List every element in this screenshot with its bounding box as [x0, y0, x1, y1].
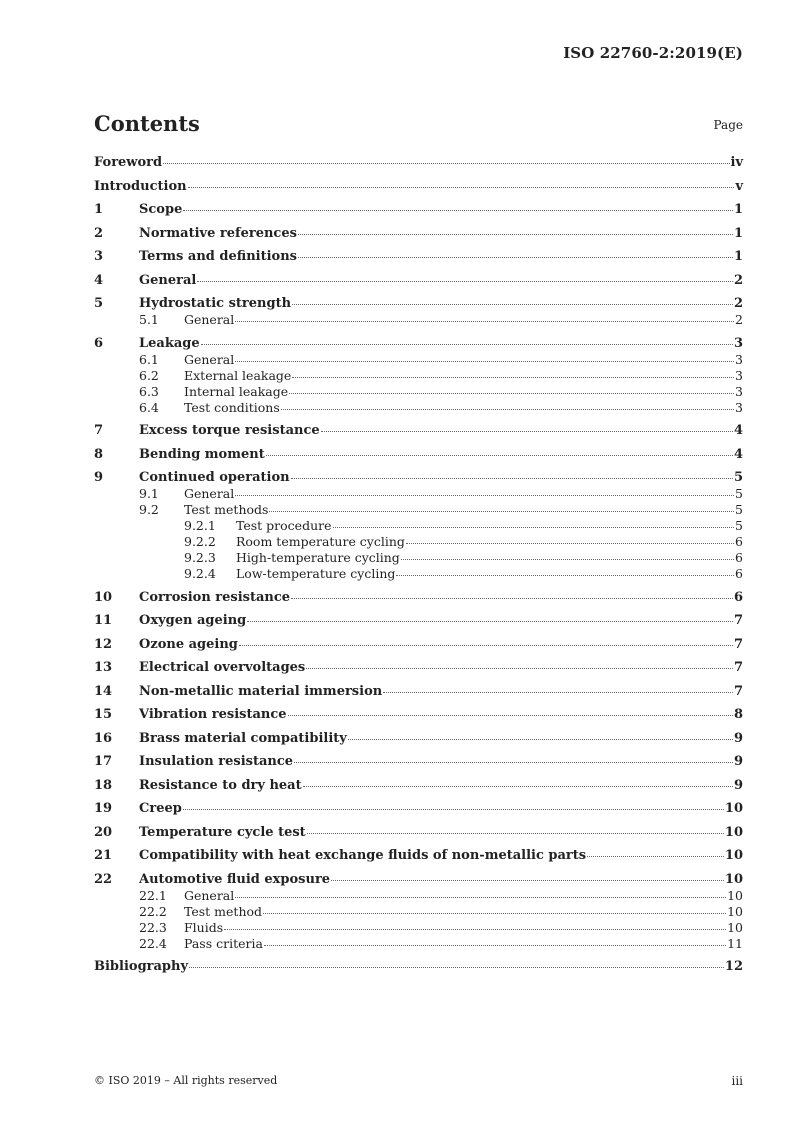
dot-leader: [183, 210, 733, 211]
toc-entry[interactable]: [94, 155, 743, 171]
toc-entry-page: 2: [733, 272, 743, 288]
toc-entry-page: 2: [735, 312, 743, 327]
toc-entry-number: 11: [94, 613, 113, 628]
dot-leader: [201, 344, 733, 345]
toc-entry-title: Internal leakage: [184, 383, 289, 399]
toc-entry[interactable]: [94, 613, 743, 629]
copyright-notice: © ISO 2019 – All rights reserved: [94, 1074, 278, 1087]
toc-entry-title: Ozone ageing: [139, 636, 238, 652]
toc-entry-title: Compatibility with heat exchange fluids of non-metallic parts: [139, 848, 587, 863]
dot-leader: [306, 668, 733, 669]
toc-entry-number: 9.2.3: [184, 550, 216, 565]
toc-entry-page: 9: [733, 754, 743, 769]
toc-entry-page: 1: [733, 202, 743, 217]
toc-entry-number: 6.4: [139, 399, 159, 415]
toc-entry-number: 6.1: [139, 351, 159, 367]
toc-entry-page: 10: [727, 919, 743, 935]
toc-entry-title: Test procedure: [236, 518, 332, 533]
toc-entry[interactable]: [94, 486, 743, 502]
toc-entry[interactable]: [94, 336, 743, 352]
toc-entry-number: 10: [94, 589, 113, 605]
toc-entry-number: 15: [94, 707, 113, 722]
toc-entry-page: 5: [735, 518, 743, 533]
toc-entry[interactable]: [94, 684, 743, 700]
toc-entry-title: Bibliography: [94, 959, 189, 974]
toc-entry-title: Scope: [139, 202, 183, 217]
toc-entry-title: Non-metallic material immersion: [139, 683, 383, 699]
toc-entry-page: 10: [724, 848, 743, 863]
toc-entry-page: 6: [733, 589, 743, 605]
toc-entry-page: 4: [733, 423, 743, 438]
toc-entry-number: 14: [94, 683, 113, 699]
dot-leader: [183, 809, 724, 810]
toc-entry[interactable]: [94, 888, 743, 904]
toc-entry[interactable]: [94, 959, 743, 975]
toc-entry[interactable]: [94, 518, 743, 534]
toc-entry-title: Room temperature cycling: [236, 534, 405, 549]
toc-entry-page: v: [735, 178, 743, 194]
toc-entry-title: Test methods: [184, 502, 269, 517]
toc-entry-title: Terms and definitions: [139, 249, 297, 264]
toc-entry-page: 6: [735, 566, 743, 581]
toc-entry-title: Brass material compatibility: [139, 730, 347, 746]
toc-entry-page: 3: [733, 335, 743, 351]
toc-entry[interactable]: [94, 470, 743, 486]
toc-entry-title: Excess torque resistance: [139, 423, 320, 438]
dot-leader: [288, 715, 733, 716]
toc-entry-number: 17: [94, 754, 113, 769]
toc-entry[interactable]: [94, 312, 743, 328]
page-column-label: Page: [713, 118, 743, 132]
dot-leader: [303, 786, 733, 787]
dot-leader: [321, 431, 733, 432]
toc-entry[interactable]: [94, 352, 743, 368]
toc-entry-title: General: [184, 486, 235, 501]
dot-leader: [163, 163, 729, 164]
toc-entry-number: 5: [94, 296, 104, 311]
toc-entry-title: Fluids: [184, 919, 224, 935]
toc-entry[interactable]: [94, 296, 743, 312]
dot-leader: [587, 856, 724, 857]
toc-entry[interactable]: [94, 566, 743, 582]
toc-entry[interactable]: [94, 754, 743, 770]
toc-entry-page: 3: [735, 399, 743, 415]
toc-entry-title: High-temperature cycling: [236, 550, 400, 565]
toc-entry-number: 4: [94, 272, 104, 288]
dot-leader: [401, 559, 734, 560]
dot-leader: [188, 187, 735, 188]
toc-entry[interactable]: [94, 226, 743, 242]
toc-entry-title: Insulation resistance: [139, 754, 294, 769]
toc-entry-number: 9.1: [139, 486, 159, 501]
toc-entry[interactable]: [94, 872, 743, 888]
toc-entry[interactable]: [94, 825, 743, 841]
toc-entry-page: 10: [727, 903, 743, 919]
toc-entry-page: 9: [733, 730, 743, 746]
toc-entry-number: 22: [94, 871, 113, 887]
dot-leader: [383, 692, 733, 693]
toc-entry-title: Automotive fluid exposure: [139, 871, 331, 887]
dot-leader: [235, 897, 726, 898]
toc-entry-page: 6: [735, 534, 743, 549]
dot-leader: [266, 455, 733, 456]
dot-leader: [239, 645, 733, 646]
toc-entry-title: Normative references: [139, 225, 297, 241]
toc-entry[interactable]: [94, 590, 743, 606]
toc-entry-page: 7: [733, 636, 743, 652]
toc-entry-title: Oxygen ageing: [139, 613, 247, 628]
toc-entry-page: 1: [733, 225, 743, 241]
toc-entry-page: 9: [733, 777, 743, 793]
toc-entry-page: 6: [735, 550, 743, 565]
toc-entry[interactable]: [94, 801, 743, 817]
dot-leader: [281, 409, 734, 410]
toc-entry-number: 18: [94, 777, 113, 793]
dot-leader: [247, 621, 733, 622]
toc-entry-number: 1: [94, 202, 104, 217]
toc-entry-number: 9: [94, 470, 104, 485]
toc-entry[interactable]: [94, 707, 743, 723]
dot-leader: [298, 234, 733, 235]
toc-entry-number: 22.4: [139, 935, 167, 951]
toc-entry-title: Low-temperature cycling: [236, 566, 396, 581]
toc-entry[interactable]: [94, 202, 743, 218]
toc-entry[interactable]: [94, 249, 743, 265]
toc-entry-title: Test method: [184, 903, 263, 919]
toc-entry-title: Corrosion resistance: [139, 589, 291, 605]
toc-entry[interactable]: [94, 384, 743, 400]
toc-entry-number: 3: [94, 249, 104, 264]
toc-entry-number: 7: [94, 423, 104, 438]
toc-entry-page: 7: [733, 660, 743, 675]
toc-entry[interactable]: [94, 660, 743, 676]
toc-entry-number: 13: [94, 660, 113, 675]
toc-entry-page: 3: [735, 383, 743, 399]
dot-leader: [292, 377, 734, 378]
toc-entry-number: 19: [94, 801, 113, 816]
dot-leader: [331, 880, 724, 881]
toc-entry-page: 7: [733, 613, 743, 628]
dot-leader: [224, 929, 726, 930]
dot-leader: [294, 762, 733, 763]
table-of-contents: [94, 155, 743, 975]
toc-entry-number: 5.1: [139, 312, 159, 327]
toc-entry-title: Pass criteria: [184, 935, 263, 951]
toc-entry[interactable]: [94, 400, 743, 416]
toc-entry-page: 2: [733, 296, 743, 311]
toc-entry-title: Introduction: [94, 178, 187, 194]
toc-entry-number: 9.2.2: [184, 534, 216, 549]
toc-entry-page: 11: [727, 935, 743, 951]
toc-entry[interactable]: [94, 423, 743, 439]
toc-entry-title: External leakage: [184, 367, 292, 383]
toc-entry-page: 5: [735, 486, 743, 501]
contents-title: Contents: [94, 111, 200, 136]
toc-entry-title: Hydrostatic strength: [139, 296, 292, 311]
toc-entry-title: Resistance to dry heat: [139, 777, 302, 793]
toc-entry-page: 7: [733, 683, 743, 699]
toc-entry-page: 3: [735, 351, 743, 367]
toc-entry-number: 12: [94, 636, 113, 652]
toc-entry[interactable]: [94, 904, 743, 920]
dot-leader: [333, 527, 735, 528]
dot-leader: [189, 967, 724, 968]
toc-entry-title: General: [184, 312, 235, 327]
toc-entry-title: Leakage: [139, 335, 200, 351]
dot-leader: [263, 913, 726, 914]
toc-entry[interactable]: [94, 936, 743, 952]
toc-entry-number: 6: [94, 335, 104, 351]
toc-entry[interactable]: [94, 273, 743, 289]
toc-entry[interactable]: [94, 848, 743, 864]
dot-leader: [235, 361, 734, 362]
dot-leader: [289, 393, 734, 394]
toc-entry[interactable]: [94, 778, 743, 794]
dot-leader: [235, 495, 734, 496]
toc-entry-page: 10: [724, 801, 743, 816]
toc-entry-page: 10: [727, 887, 743, 903]
toc-entry[interactable]: [94, 731, 743, 747]
toc-entry-number: 16: [94, 730, 113, 746]
toc-entry-number: 6.2: [139, 367, 159, 383]
toc-entry[interactable]: [94, 637, 743, 653]
toc-entry-title: Temperature cycle test: [139, 824, 306, 840]
toc-entry-page: 5: [733, 470, 743, 485]
dot-leader: [269, 511, 734, 512]
dot-leader: [291, 598, 733, 599]
toc-entry[interactable]: [94, 550, 743, 566]
toc-entry-title: General: [184, 351, 235, 367]
dot-leader: [396, 575, 734, 576]
toc-entry-number: 8: [94, 446, 104, 462]
toc-entry[interactable]: [94, 447, 743, 463]
toc-entry-title: General: [139, 272, 197, 288]
toc-entry-title: Bending moment: [139, 446, 265, 462]
dot-leader: [292, 304, 733, 305]
toc-entry-title: Electrical overvoltages: [139, 660, 306, 675]
toc-entry-number: 22.3: [139, 919, 167, 935]
toc-entry-number: 2: [94, 225, 104, 241]
toc-entry-title: Creep: [139, 801, 182, 816]
toc-entry-number: 20: [94, 824, 113, 840]
dot-leader: [291, 478, 733, 479]
toc-entry-number: 9.2.4: [184, 566, 216, 581]
toc-entry-number: 9.2: [139, 502, 159, 517]
toc-entry-number: 22.1: [139, 887, 167, 903]
page-number: iii: [731, 1074, 743, 1088]
dot-leader: [197, 281, 733, 282]
toc-entry-page: 1: [733, 249, 743, 264]
toc-entry-title: Continued operation: [139, 470, 290, 485]
toc-entry-title: Foreword: [94, 155, 163, 170]
toc-entry-number: 21: [94, 848, 113, 863]
toc-entry-page: 5: [735, 502, 743, 517]
toc-entry[interactable]: [94, 920, 743, 936]
toc-entry[interactable]: [94, 534, 743, 550]
toc-entry-page: iv: [730, 155, 743, 170]
toc-entry[interactable]: [94, 368, 743, 384]
toc-entry-page: 3: [735, 367, 743, 383]
toc-entry[interactable]: [94, 179, 743, 195]
toc-entry-page: 8: [733, 707, 743, 722]
toc-entry-page: 10: [724, 824, 743, 840]
document-id: ISO 22760-2:2019(E): [563, 44, 743, 62]
toc-entry-page: 12: [724, 959, 743, 974]
toc-entry-page: 10: [724, 871, 743, 887]
dot-leader: [235, 321, 734, 322]
toc-entry-title: Vibration resistance: [139, 707, 287, 722]
dot-leader: [307, 833, 724, 834]
toc-entry-title: Test conditions: [184, 399, 280, 415]
toc-entry[interactable]: [94, 502, 743, 518]
dot-leader: [298, 257, 733, 258]
dot-leader: [264, 945, 726, 946]
toc-entry-title: General: [184, 887, 235, 903]
toc-entry-number: 22.2: [139, 903, 167, 919]
toc-entry-number: 9.2.1: [184, 518, 216, 533]
toc-entry-number: 6.3: [139, 383, 159, 399]
dot-leader: [348, 739, 733, 740]
dot-leader: [406, 543, 734, 544]
toc-entry-page: 4: [733, 446, 743, 462]
